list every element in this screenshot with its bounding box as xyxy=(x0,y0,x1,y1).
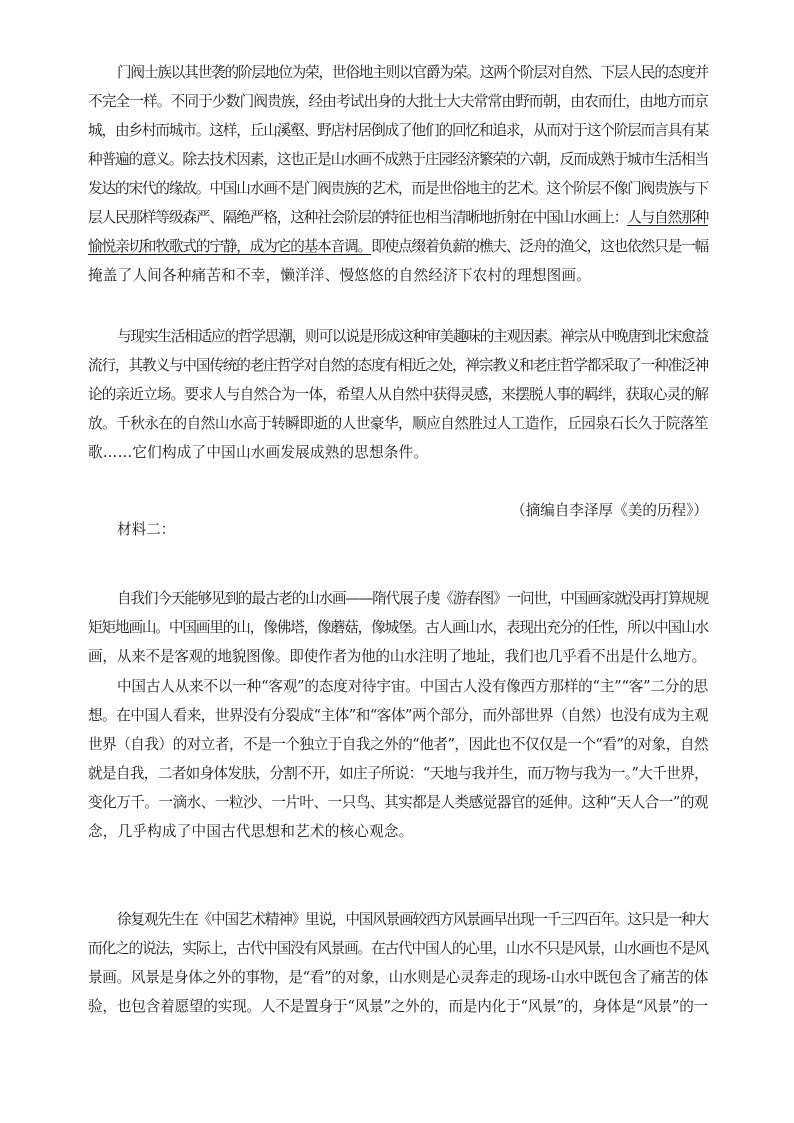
text-line: 种普遍的意义。除去技术因素，这也正是山水画不成熟于庄园经济繁荣的六朝，反而成熟于城市生活相当 xyxy=(88,151,708,168)
underlined-text: 基本音调。 xyxy=(303,238,372,255)
text-line: 城，由乡村而城市。这样，丘山溪壑、野店村居倒成了他们的回忆和追求，从而对于这个阶层而言具有某 xyxy=(88,122,708,139)
text-line: 不完全一样。不同于少数门阀贵族，经由考试出身的大批士大夫常常由野而朝，由农而仕，由地方而京 xyxy=(88,93,708,110)
text-line: 变化万千。一滴水、一粒沙、一片叶、一只鸟、其实都是人类感觉器官的延伸。这种“天人合一”的观 xyxy=(88,794,708,811)
paragraph-5 xyxy=(88,905,708,1021)
paragraph-3 xyxy=(88,584,708,671)
text-line: 画，从来不是客观的地貌图像。即使作者为他的山水注明了地址，我们也几乎看不出是什么地方。 xyxy=(88,648,706,665)
text-line: 世界（自我）的对立者，不是一个独立于自我之外的“他者”，因此也不仅仅是一个“看”的对象，自然 xyxy=(88,736,708,753)
paragraph-4 xyxy=(88,672,708,846)
text-line: 验，也包含着愿望的实现。人不是置身于“风景”之外的，而是内化于“风景”的，身体是“风景”的一 xyxy=(88,998,708,1015)
section-heading: 材料二： xyxy=(117,521,176,538)
text-line: 中国古人从来不以一种“客观”的态度对待宇宙。中国古人没有像西方那样的“主”“客”二分的思 xyxy=(117,678,708,695)
text-line: 自我们今天能够见到的最古老的山水画——隋代展子虔《游春图》一问世，中国画家就没再打算规规 xyxy=(117,590,708,607)
text-line: 想。在中国人看来，世界没有分裂成“主体”和“客体”两个部分，而外部世界（自然）也没有成为主观 xyxy=(88,707,708,724)
paragraph-2 xyxy=(88,322,708,467)
text-line: 歌……它们构成了中国山水画发展成熟的思想条件。 xyxy=(88,444,429,461)
source-citation: （摘编自李泽厚《美的历程》） xyxy=(510,502,708,519)
text-line: 徐复观先生在《中国艺术精神》里说，中国风景画较西方风景画早出现一千三四百年。这只是一种大 xyxy=(117,911,708,928)
text-segment: 即使点缀着负薪的樵夫、泛舟的渔父，这也依然只是一幅 xyxy=(371,238,708,255)
text-line: 掩盖了人间各种痛苦和不幸，懒洋洋、慢悠悠的自然经济下农村的理想图画。 xyxy=(88,267,591,284)
text-line: 矩矩地画山。中国画里的山，像佛塔，像蘑菇，像城堡。古人画山水，表现出充分的任性，所以中国山水 xyxy=(88,619,708,636)
text-line: 景画。风景是身体之外的事物，是“看”的对象，山水则是心灵奔走的现场-山水中既包含了痛苦的体 xyxy=(88,969,708,986)
text-line xyxy=(88,232,708,261)
underlined-text: 愉悦亲切和牧歌式的宁静，成为它的 xyxy=(88,238,304,255)
text-line: 与现实生活相适应的哲学思潮，则可以说是形成这种审美趣味的主观因素。禅宗从中晚唐到北宋愈益 xyxy=(117,328,708,345)
underlined-text: 人与自然那种 xyxy=(627,209,708,226)
text-segment: 层人民那样等级森严、隔绝严格，这种社会阶层的特征也相当清晰地折射在中国山水画上： xyxy=(88,209,628,226)
text-line: 流行，其教义与中国传统的老庄哲学对自然的态度有相近之处，禅宗教义和老庄哲学都采取了一种准泛神 xyxy=(88,357,708,374)
paragraph-1 xyxy=(88,58,708,290)
text-line: 放。千秋永在的自然山水高于转瞬即逝的人世豪华，顺应自然胜过人工造作，丘园泉石长久于院落笙 xyxy=(88,415,708,432)
text-line: 论的亲近立场。要求人与自然合为一体，希望人从自然中获得灵感，来摆脱人事的羁绊，获取心灵的解 xyxy=(88,386,708,403)
text-line xyxy=(88,203,708,232)
text-line: 就是自我，二者如身体发肤，分割不开，如庄子所说：“天地与我并生，而万物与我为一。”大千世界， xyxy=(88,765,708,782)
text-line: 门阀士族以其世袭的阶层地位为荣，世俗地主则以官爵为荣。这两个阶层对自然、下层人民的态度并 xyxy=(117,64,708,81)
text-line: 而化之的说法，实际上，古代中国没有风景画。在古代中国人的心里，山水不只是风景，山水画也不是风 xyxy=(88,940,708,957)
text-line: 发达的宋代的缘故。中国山水画不是门阀贵族的艺术，而是世俗地主的艺术。这个阶层不像门阀贵族与下 xyxy=(88,180,708,197)
text-line: 念，几乎构成了中国古代思想和艺术的核心观念。 xyxy=(88,823,414,840)
